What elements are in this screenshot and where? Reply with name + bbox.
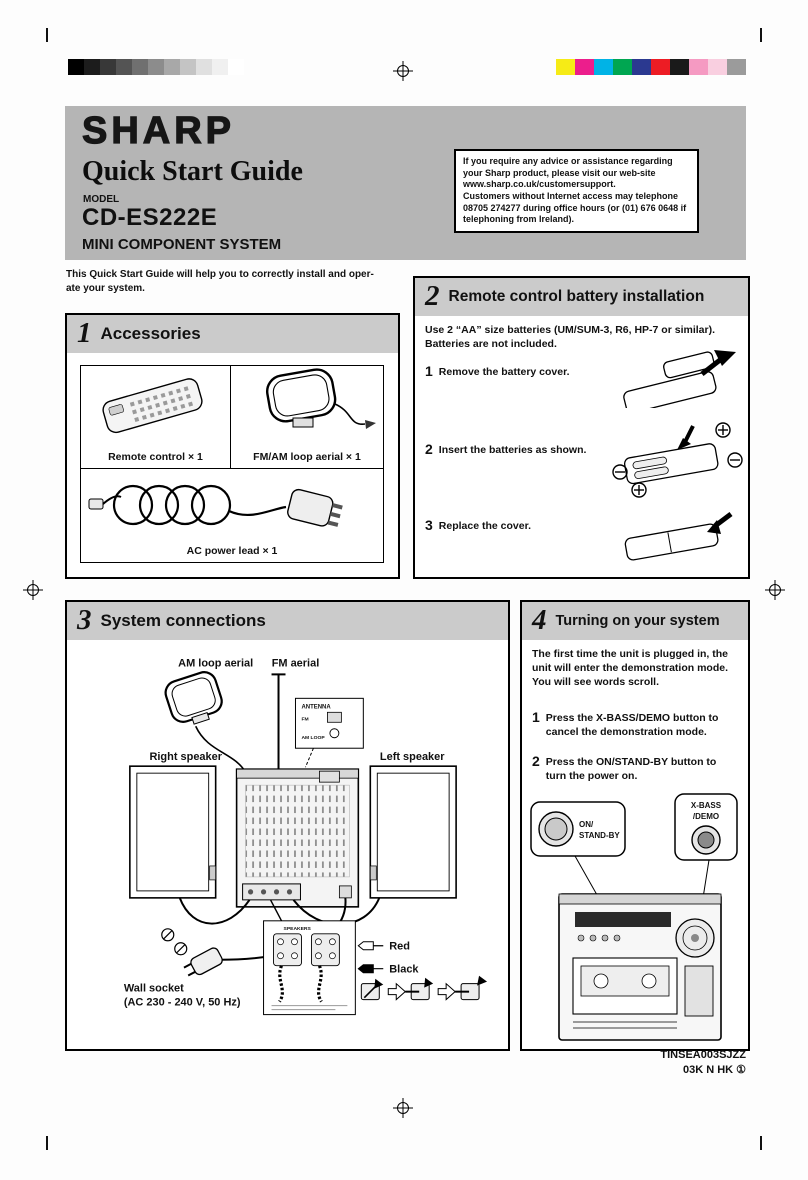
accessory-label-loop-aerial: FM/AM loop aerial × 1 [253,451,361,463]
remote-control-illustration [81,366,227,438]
support-notice-line1: If you require any advice or assistance regarding your Sharp product, please visit our web-site www.sharp.co.uk/customersupport. [463,156,673,190]
step-number: 1 [532,709,540,725]
accessories-table [80,365,384,563]
battery-step1-illustration [612,348,742,408]
press-step-3 [455,976,487,1000]
step-text: Insert the batteries as shown. [438,444,587,456]
model-label: MODEL [83,194,120,205]
battery-step-3 [425,518,595,534]
antenna-fm-label: FM [301,716,309,723]
registration-mark-right [765,580,785,600]
battery-step-2 [425,442,595,458]
calibration-square [613,59,632,75]
xbass-label-2: /DEMO [692,812,720,821]
step-text: Remove the battery cover. [438,366,570,378]
press-step-2 [405,978,433,1000]
wall-socket-label-2: (AC 230 - 240 V, 50 Hz) [123,996,241,1009]
step-number: 2 [425,441,433,457]
fm-aerial-wire [272,674,286,770]
calibration-square [132,59,148,75]
section-connections [65,600,510,1051]
step-number: 1 [425,363,433,379]
intro-line-2: ate your system. [66,282,145,294]
calibration-square [575,59,594,75]
fm-aerial-label: FM aerial [271,657,320,670]
section-title: System connections [100,611,266,630]
antenna-label: ANTENNA [301,704,331,711]
power-lead-illustration [81,469,381,539]
model-number: CD-ES222E [82,204,218,231]
calibration-square [164,59,180,75]
section-number: 3 [77,603,92,636]
registration-mark-bottom [393,1098,413,1118]
on-standby-callout [531,802,625,856]
section-battery-header [415,278,748,316]
calibration-square [148,59,164,75]
section-turning-on [520,600,750,1051]
registration-mark-left [23,580,43,600]
intro-line-1: This Quick Start Guide will help you to correctly install and oper- [66,269,374,280]
press-step-1 [361,979,383,1000]
loop-aerial-illustration [231,366,381,438]
accessory-label-power-lead: AC power lead × 1 [186,545,278,557]
speakers-small-label: SPEAKERS [283,925,311,932]
calibration-square [689,59,708,75]
antenna-am-loop-label: AM LOOP [301,735,325,742]
battery-step2-illustration [611,420,746,500]
corner-tick-top-left [46,28,48,42]
calibration-square [228,59,244,75]
calibration-square [708,59,727,75]
right-speaker-label: Right speaker [149,751,223,764]
calibration-square [651,59,670,75]
grayscale-calibration-bar [68,59,244,75]
footer-document-code: TINSEA003SJZZ [660,1049,746,1061]
accessory-cell-power-lead [81,469,383,562]
section-battery [413,276,750,579]
section-accessories [65,313,400,579]
black-wire-icon [358,965,383,973]
calibration-square [556,59,575,75]
calibration-square [212,59,228,75]
xbass-label-1: X-BASS [690,801,722,810]
section-connections-header [67,602,508,640]
battery-step-1 [425,364,595,380]
accessory-cell-remote [81,366,231,469]
section-title: Turning on your system [555,613,720,629]
black-label: Black [389,963,419,976]
step-text: Press the ON/STAND-BY button to turn the power on. [545,756,717,782]
wall-plug [162,929,224,980]
plus-symbol [716,423,730,437]
system-connections-diagram [68,640,504,1045]
header-block [65,106,746,260]
turning-on-step-1 [532,710,736,739]
section-title: Remote control battery installation [448,288,705,305]
section-number: 4 [532,603,547,636]
terminal-press-steps [361,976,487,1000]
minus-symbol [728,453,742,467]
step-number: 3 [425,517,433,533]
wall-socket-label-1: Wall socket [123,982,184,995]
section-number: 1 [77,316,92,349]
left-speaker-label: Left speaker [379,751,445,764]
battery-step3-illustration [617,506,742,561]
turning-on-illustration [523,792,745,1044]
red-label: Red [389,940,410,953]
accessory-label-remote: Remote control × 1 [108,451,203,463]
support-notice-line2: Customers without Internet access may telephone 08705 274277 during office hours (or (01) 676 0648 if telephoning from Ireland). [463,191,687,225]
on-standby-label-1: ON/ [579,820,594,829]
calibration-square [116,59,132,75]
xbass-demo-callout [675,794,737,860]
support-notice-box [454,149,699,233]
calibration-square [727,59,746,75]
section-accessories-header [67,315,398,353]
section-title: Accessories [100,324,201,343]
section-number: 2 [425,279,440,312]
guide-title: Quick Start Guide [82,156,303,187]
red-wire-icon [358,942,383,950]
registration-mark-top [393,61,413,81]
step-text: Replace the cover. [438,520,532,532]
minus-symbol [613,465,627,479]
corner-tick-top-right [760,28,762,42]
antenna-terminal-inset [295,698,363,767]
right-speaker [130,766,216,898]
sequence-arrow [388,984,405,1000]
plus-symbol [632,483,646,497]
sharp-logo: SHARP [82,110,236,152]
step-number: 2 [532,753,540,769]
on-standby-label-2: STAND-BY [579,831,620,840]
calibration-square [84,59,100,75]
calibration-square [632,59,651,75]
calibration-square [670,59,689,75]
footer-print-code: 03K N HK ① [682,1063,746,1076]
unit-rear-panel [237,769,359,907]
left-speaker [370,766,456,898]
wire-color-legend [358,941,419,976]
intro-text [66,268,374,295]
sequence-arrow [438,984,455,1000]
calibration-square [68,59,84,75]
calibration-square [180,59,196,75]
corner-tick-bottom-right [760,1136,762,1150]
corner-tick-bottom-left [46,1136,48,1150]
accessory-cell-loop-aerial [231,366,383,469]
calibration-square [594,59,613,75]
system-subtitle: MINI COMPONENT SYSTEM [82,236,282,253]
am-loop-aerial-label: AM loop aerial [178,657,254,670]
battery-intro: Use 2 “AA” size batteries (UM/SUM-3, R6, HP-7 or similar). Batteries are not included. [425,324,715,350]
turning-on-intro: The first time the unit is plugged in, the unit will enter the demonstration mode. You will see words scroll. [532,648,729,688]
calibration-square [196,59,212,75]
unit-front [559,894,721,1040]
step-text: Press the X-BASS/DEMO button to cancel the demonstration mode. [545,712,719,738]
color-calibration-bar [556,59,746,75]
turning-on-step-2 [532,754,736,783]
section-turning-on-header [522,602,748,640]
speaker-terminal-inset [264,921,356,1015]
footer [660,1048,746,1078]
calibration-square [100,59,116,75]
